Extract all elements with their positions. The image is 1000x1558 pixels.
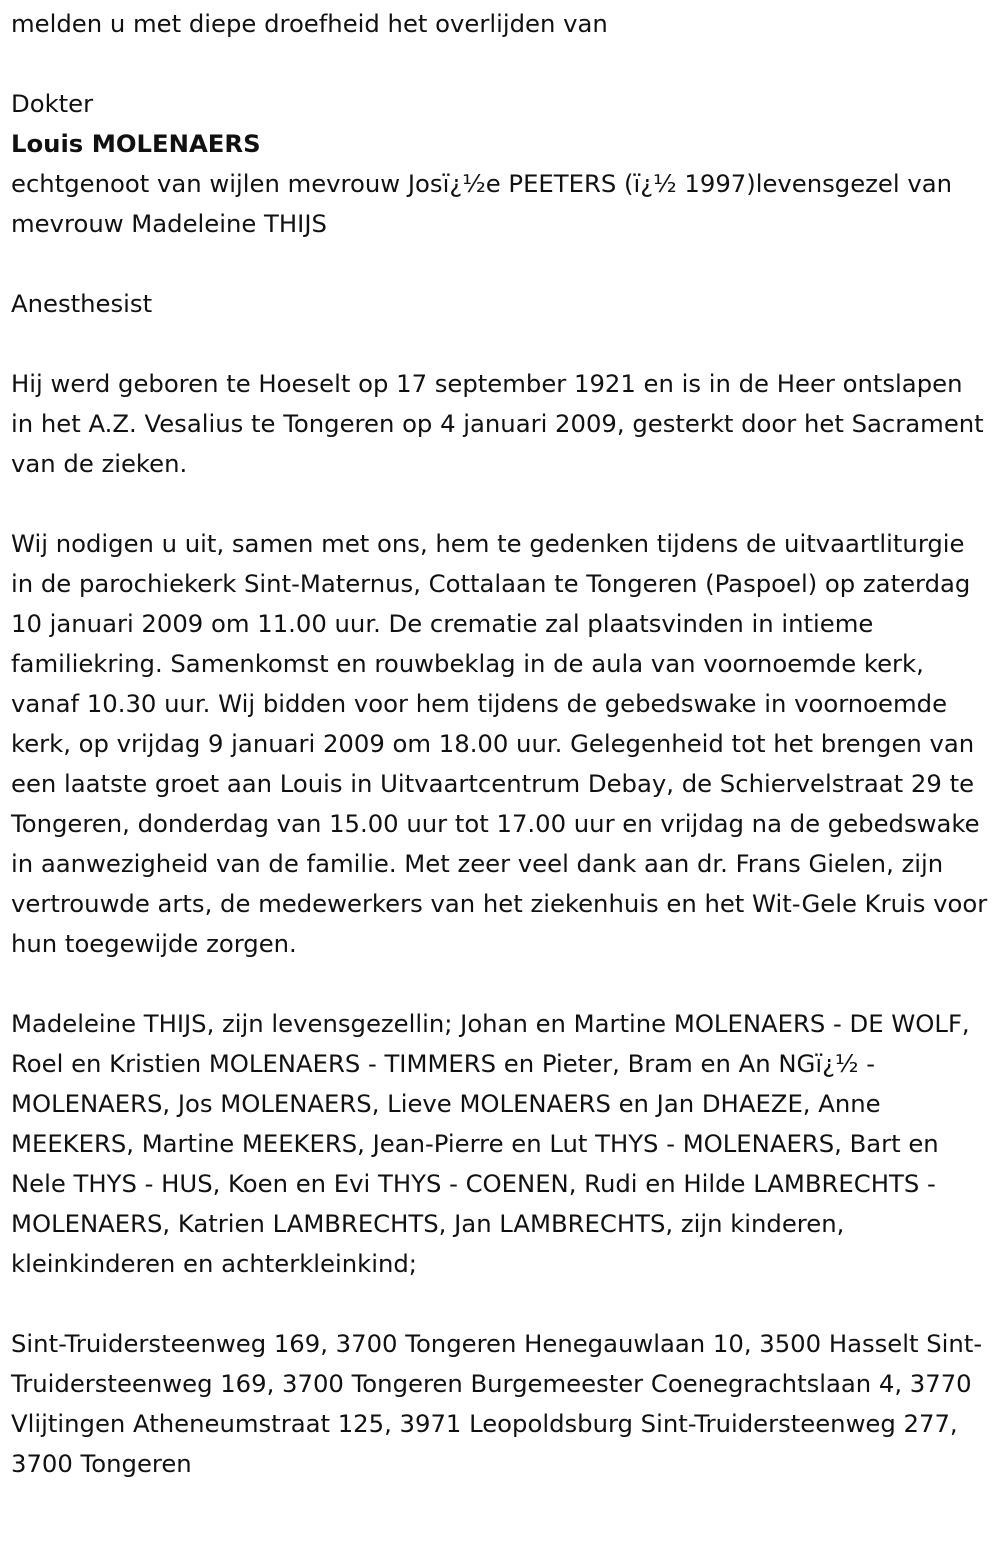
- spacer: [11, 964, 990, 1004]
- profession-text: Anesthesist: [11, 289, 153, 318]
- family-paragraph: Madeleine THIJS, zijn levensgezellin; Johan en Martine MOLENAERS - DE WOLF, Roel en Kristien MOLENAERS - TIMMERS en Pieter, Bram en An NGï¿½ - MOLENAERS, Jos MOLENAERS, Lieve MOLENAERS en Jan DHAEZE, Anne MEEKERS, Martine MEEKERS, Jean-Pierre en Lut THYS - MOLENAERS, Bart en Nele THYS - HUS, Koen en Evi THYS - COENEN, Rudi en Hilde LAMBRECHTS - MOLENAERS, Katrien LAMBRECHTS, Jan LAMBRECHTS, zijn kinderen, kleinkinderen en achterkleinkind;: [11, 1009, 970, 1278]
- birth-death-paragraph: Hij werd geboren te Hoeselt op 17 september 1921 en is in de Heer ontslapen in het A.Z. Vesalius te Tongeren op 4 januari 2009, gesterkt door het Sacrament van de zieken.: [11, 369, 984, 478]
- spacer: [11, 484, 990, 524]
- deceased-name: Louis MOLENAERS: [11, 129, 261, 158]
- spacer: [11, 44, 990, 84]
- intro-text: melden u met diepe droefheid het overlijden van: [11, 9, 608, 38]
- title-text: Dokter: [11, 89, 94, 118]
- addresses-paragraph: Sint-Truidersteenweg 169, 3700 Tongeren Henegauwlaan 10, 3500 Hasselt Sint-Truidersteenweg 169, 3700 Tongeren Burgemeester Coenegrachtslaan 4, 3770 Vlijtingen Atheneumstraat 125, 3971 Leopoldsburg Sint-Truidersteenweg 277, 3700 Tongeren: [11, 1329, 983, 1478]
- ceremony-paragraph: Wij nodigen u uit, samen met ons, hem te gedenken tijdens de uitvaartliturgie in de parochiekerk Sint-Maternus, Cottalaan te Tongeren (Paspoel) op zaterdag 10 januari 2009 om 11.00 uur. De crematie zal plaatsvinden in intieme familiekring. Samenkomst en rouwbeklag in de aula van voornoemde kerk, vanaf 10.30 uur. Wij bidden voor hem tijdens de gebedswake in voornoemde kerk, op vrijdag 9 januari 2009 om 18.00 uur. Gelegenheid tot het brengen van een laatste groet aan Louis in Uitvaartcentrum Debay, de Schiervelstraat 29 te Tongeren, donderdag van 15.00 uur tot 17.00 uur en vrijdag na de gebedswake in aanwezigheid van de familie. Met zeer veel dank aan dr. Frans Gielen, zijn vertrouwde arts, de medewerkers van het ziekenhuis en het Wit-Gele Kruis voor hun toegewijde zorgen.: [11, 529, 988, 958]
- spouse-text: echtgenoot van wijlen mevrouw Josï¿½e PEETERS (ï¿½ 1997)levensgezel van mevrouw Madeleine THIJS: [11, 169, 953, 238]
- spacer: [11, 1284, 990, 1324]
- spacer: [11, 244, 990, 284]
- spacer: [11, 324, 990, 364]
